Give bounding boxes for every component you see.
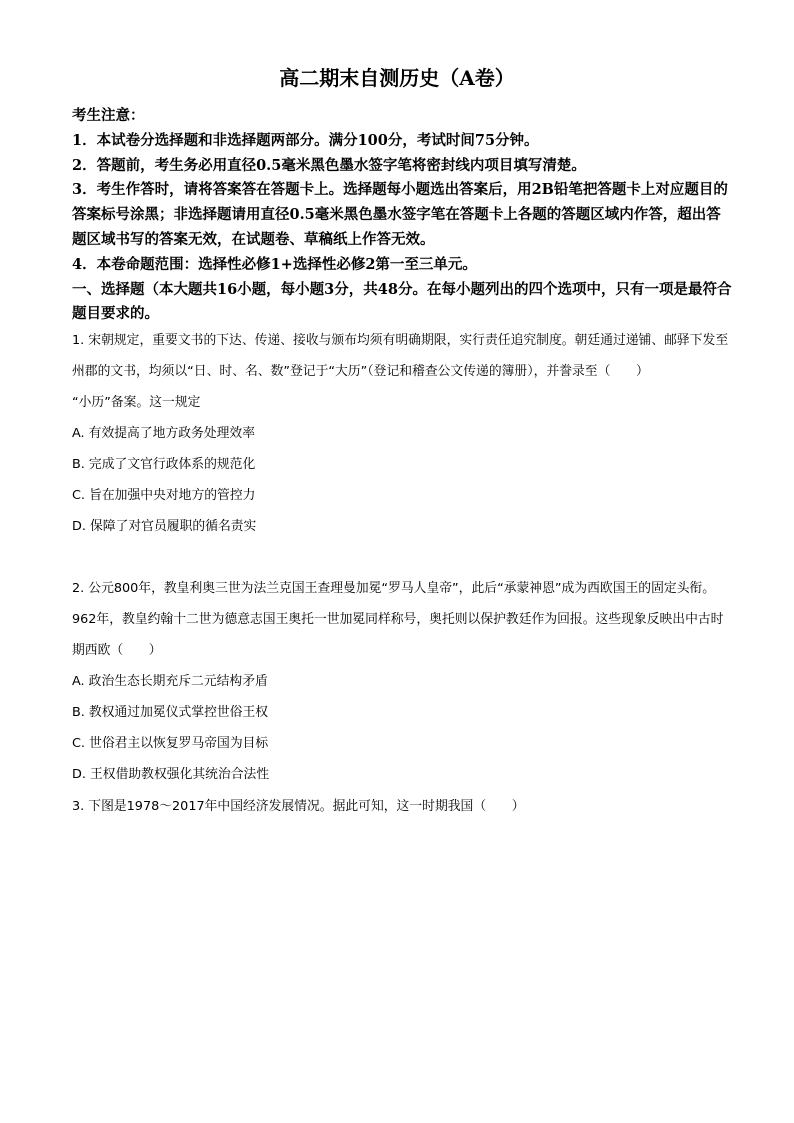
option-c: C. 世俗君主以恢复罗马帝国为目标 — [72, 736, 269, 751]
option-d: D. 王权借助教权强化其统治合法性 — [72, 767, 270, 782]
question-stem: 1. 宋朝规定，重要文书的下达、传递、接收与颁布均须有明确期限，实行责任追究制度。朝廷通过递铺、邮驿下发至州郡的文书，均须以“日、时、名、数”登记于“大历”（登记和稽查公文传递的簿册），并誊录至（ ） — [72, 333, 729, 379]
notice-heading: 考生注意： — [72, 107, 145, 124]
page-title: 高二期末自测历史（A卷） — [279, 66, 515, 90]
question-1 — [72, 325, 732, 542]
notice-item: 4．本卷命题范围：选择性必修1+选择性必修2第一至三单元。 — [72, 255, 477, 273]
question-stem: 3. 下图是1978～2017年中国经济发展情况。据此可知，这一时期我国（ ） — [72, 799, 525, 814]
notice-item: 1．本试卷分选择题和非选择题两部分。满分100分，考试时间75分钟。 — [72, 131, 539, 149]
notice-item: 3．考生作答时，请将答案答在答题卡上。选择题每小题选出答案后，用2B铅笔把答题卡上对应题目的答案标号涂黑；非选择题请用直径0.5毫米黑色墨水签字笔在答题卡上各题的答题区域内作答，超出答题区域书写的答案无效，在试题卷、草稿纸上作答无效。 — [72, 181, 728, 248]
option-b: B. 教权通过加冕仪式掌控世俗王权 — [72, 705, 269, 720]
question-stem: 2. 公元800年，教皇利奥三世为法兰克国王查理曼加冕“罗马人皇帝”，此后“承蒙神恩”成为西欧国王的固定头衔。962年，教皇约翰十二世为德意志国王奥托一世加冕同样称号，奥托则以保护教廷作为回报。这些现象反映出中古时期西欧（ ） — [72, 581, 724, 658]
option-b: B. 完成了文官行政体系的规范化 — [72, 457, 256, 472]
option-a: A. 有效提高了地方政务处理效率 — [72, 426, 256, 441]
notice-item: 2．答题前，考生务必用直径0.5毫米黑色墨水签字笔将密封线内项目填写清楚。 — [72, 156, 586, 174]
notice-block — [72, 104, 732, 327]
option-c: C. 旨在加强中央对地方的管控力 — [72, 488, 256, 503]
question-3 — [72, 791, 732, 822]
question-2 — [72, 573, 732, 790]
option-a: A. 政治生态长期充斥二元结构矛盾 — [72, 674, 268, 689]
option-d: D. 保障了对官员履职的循名责实 — [72, 519, 257, 534]
section-heading: 一、选择题（本大题共16小题，每小题3分，共48分。在每小题列出的四个选项中，只有一项是最符合题目要求的。 — [72, 280, 732, 323]
question-stem-continued: “小历”备案。这一规定 — [72, 395, 201, 410]
